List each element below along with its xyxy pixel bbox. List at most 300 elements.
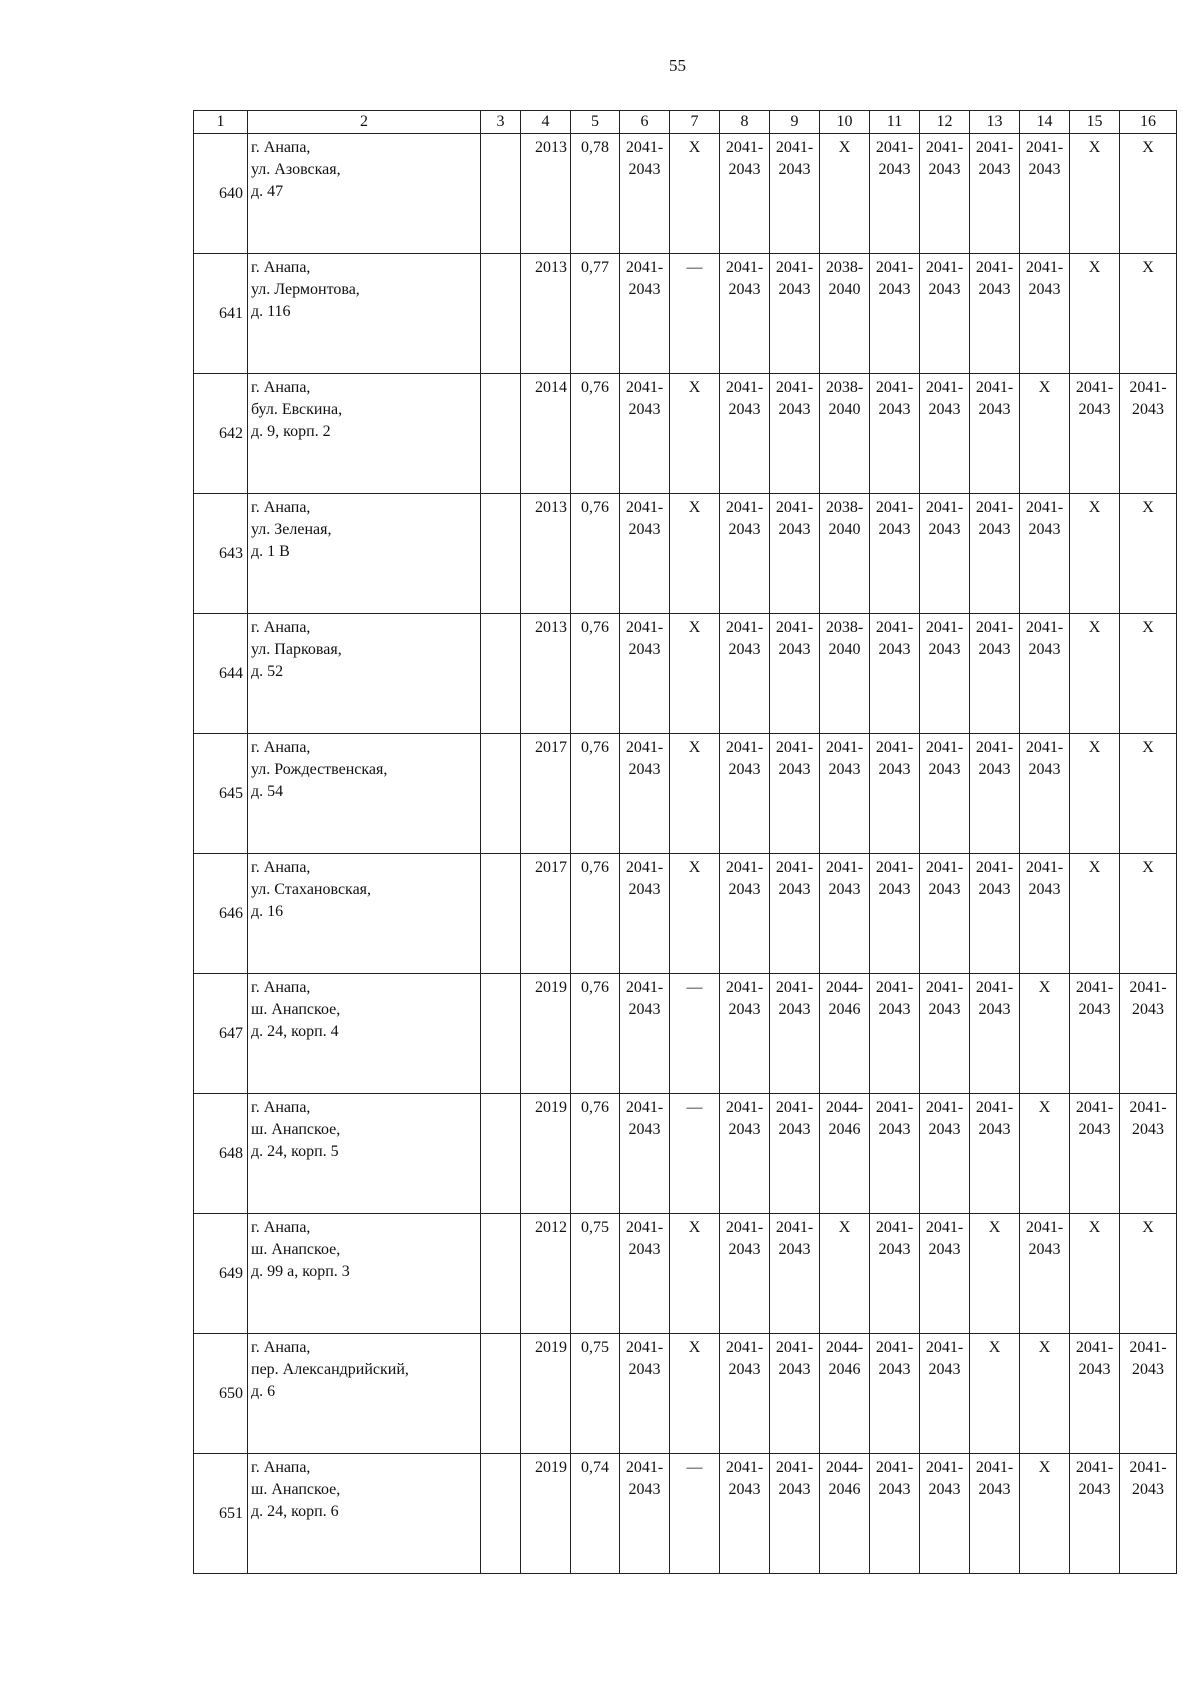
address-cell — [248, 1334, 481, 1454]
period-cell — [820, 134, 870, 254]
period-cell — [1020, 974, 1070, 1094]
col3-cell — [481, 974, 521, 1094]
row-number: 643 — [194, 494, 248, 614]
period-cell — [820, 854, 870, 974]
row-number: 640 — [194, 134, 248, 254]
period-value: Х — [688, 619, 701, 636]
period-value: 2041- 2043 — [925, 1459, 964, 1498]
period-cell — [720, 1214, 770, 1334]
year-cell: 2019 — [521, 1094, 571, 1214]
period-value: 2041- 2043 — [775, 1459, 814, 1498]
period-value: 2041- 2043 — [1075, 1459, 1114, 1498]
period-cell — [1070, 254, 1120, 374]
period-cell — [870, 854, 920, 974]
period-cell — [820, 1334, 870, 1454]
table-row — [194, 1454, 1177, 1574]
period-cell — [820, 1214, 870, 1334]
address-line: ул. Лермонтова, — [251, 281, 360, 298]
period-cell — [870, 1214, 920, 1334]
period-value: Х — [1038, 979, 1051, 996]
column-header: 10 — [820, 111, 870, 134]
coefficient-cell: 0,75 — [571, 1214, 620, 1334]
year-cell: 2019 — [521, 974, 571, 1094]
period-value: Х — [688, 379, 701, 396]
period-value: 2041- 2043 — [775, 379, 814, 418]
period-value: Х — [838, 1219, 851, 1236]
period-value: 2041- 2043 — [725, 139, 764, 178]
address-line: д. 16 — [251, 903, 284, 920]
year-cell: 2019 — [521, 1454, 571, 1574]
period-value: Х — [1142, 139, 1154, 156]
address-line: ш. Анапское, — [251, 1241, 341, 1258]
coefficient-cell: 0,76 — [571, 734, 620, 854]
address-line: г. Анапа, — [251, 979, 311, 996]
address-line: д. 1 В — [251, 543, 290, 560]
period-value: 2041- 2043 — [775, 499, 814, 538]
period-value: 2041- 2043 — [625, 979, 664, 1018]
period-cell — [720, 854, 770, 974]
period-cell — [970, 974, 1020, 1094]
period-value: 2041- 2043 — [875, 139, 914, 178]
period-cell — [670, 1094, 720, 1214]
period-value: 2041- 2043 — [875, 1339, 914, 1378]
period-cell — [720, 734, 770, 854]
period-cell — [1070, 614, 1120, 734]
period-cell — [970, 1334, 1020, 1454]
year-cell: 2013 — [521, 254, 571, 374]
period-value: 2041- 2043 — [775, 979, 814, 1018]
period-cell — [720, 134, 770, 254]
period-value: 2041- 2043 — [975, 1099, 1014, 1138]
period-cell — [1020, 1094, 1070, 1214]
period-value: Х — [838, 139, 851, 156]
period-value: 2041- 2043 — [925, 139, 964, 178]
column-header: 3 — [481, 111, 521, 134]
period-cell — [620, 1214, 670, 1334]
period-cell — [770, 614, 820, 734]
address-cell — [248, 614, 481, 734]
period-value: 2038- 2040 — [825, 379, 864, 418]
table-row — [194, 1334, 1177, 1454]
period-value: — — [686, 259, 703, 276]
period-value: 2041- 2043 — [625, 1339, 664, 1378]
period-value: 2044- 2046 — [825, 979, 864, 1018]
period-cell — [920, 1214, 970, 1334]
period-cell — [1120, 1334, 1177, 1454]
period-cell — [1020, 1334, 1070, 1454]
coefficient-cell: 0,76 — [571, 614, 620, 734]
period-cell — [970, 254, 1020, 374]
period-cell — [620, 1094, 670, 1214]
period-value: 2041- 2043 — [725, 499, 764, 538]
period-cell — [770, 1334, 820, 1454]
period-cell — [870, 134, 920, 254]
period-cell — [1070, 1334, 1120, 1454]
period-cell — [1120, 1454, 1177, 1574]
address-line: ул. Зеленая, — [251, 521, 332, 538]
period-cell — [620, 134, 670, 254]
period-cell — [1120, 494, 1177, 614]
column-header: 12 — [920, 111, 970, 134]
period-cell — [620, 734, 670, 854]
period-value: 2041- 2043 — [725, 1099, 764, 1138]
period-cell — [970, 1454, 1020, 1574]
address-cell — [248, 854, 481, 974]
period-value: 2038- 2040 — [825, 499, 864, 538]
period-cell — [620, 494, 670, 614]
period-cell — [770, 134, 820, 254]
period-value: Х — [688, 1339, 701, 1356]
period-cell — [920, 374, 970, 494]
period-cell — [970, 734, 1020, 854]
period-value: 2041- 2043 — [1075, 1339, 1114, 1378]
period-value: 2041- 2043 — [875, 499, 914, 538]
period-value: — — [686, 979, 703, 996]
period-value: 2041- 2043 — [725, 379, 764, 418]
period-cell — [770, 1214, 820, 1334]
period-cell — [970, 1214, 1020, 1334]
period-value: 2041- 2043 — [725, 979, 764, 1018]
period-value: 2041- 2043 — [775, 1099, 814, 1138]
period-cell — [770, 734, 820, 854]
period-value: 2041- 2043 — [925, 619, 964, 658]
period-value: — — [686, 1459, 703, 1476]
period-value: Х — [1038, 1099, 1051, 1116]
column-header: 1 — [194, 111, 248, 134]
period-cell — [820, 974, 870, 1094]
year-cell: 2013 — [521, 134, 571, 254]
period-value: Х — [1088, 259, 1101, 276]
year-cell: 2013 — [521, 494, 571, 614]
period-cell — [770, 254, 820, 374]
period-cell — [920, 1454, 970, 1574]
period-value: 2041- 2043 — [925, 1219, 964, 1258]
period-cell — [970, 1094, 1020, 1214]
col3-cell — [481, 254, 521, 374]
table-row — [194, 254, 1177, 374]
period-cell — [870, 1094, 920, 1214]
row-number: 650 — [194, 1334, 248, 1454]
col3-cell — [481, 494, 521, 614]
period-value: Х — [1088, 619, 1101, 636]
period-value: Х — [1038, 1339, 1051, 1356]
period-cell — [820, 614, 870, 734]
period-cell — [720, 494, 770, 614]
period-cell — [720, 1094, 770, 1214]
period-value: 2041- 2043 — [925, 859, 964, 898]
period-value: 2041- 2043 — [1025, 499, 1064, 538]
period-cell — [1020, 494, 1070, 614]
period-value: 2041- 2043 — [1075, 979, 1114, 1018]
period-value: 2041- 2043 — [975, 1459, 1014, 1498]
period-value: 2044- 2046 — [825, 1099, 864, 1138]
period-value: 2041- 2043 — [725, 259, 764, 298]
period-cell — [770, 974, 820, 1094]
period-cell — [1070, 1094, 1120, 1214]
address-line: д. 9, корп. 2 — [251, 423, 331, 440]
coefficient-cell: 0,74 — [571, 1454, 620, 1574]
period-cell — [820, 1454, 870, 1574]
period-value: 2041- 2043 — [1129, 1099, 1167, 1138]
column-header: 13 — [970, 111, 1020, 134]
period-value: Х — [1038, 379, 1051, 396]
period-cell — [1120, 614, 1177, 734]
column-header: 5 — [571, 111, 620, 134]
period-value: Х — [688, 139, 701, 156]
table-row — [194, 1214, 1177, 1334]
period-cell — [620, 854, 670, 974]
address-line: д. 99 а, корп. 3 — [251, 1263, 350, 1280]
address-line: ул. Стахановская, — [251, 881, 372, 898]
period-value: — — [686, 1099, 703, 1116]
period-cell — [720, 374, 770, 494]
period-value: 2038- 2040 — [825, 259, 864, 298]
column-header: 6 — [620, 111, 670, 134]
period-value: Х — [688, 739, 701, 756]
address-line: д. 24, корп. 6 — [251, 1503, 339, 1520]
table-row — [194, 734, 1177, 854]
period-cell — [720, 614, 770, 734]
period-cell — [1120, 1214, 1177, 1334]
period-cell — [820, 734, 870, 854]
period-value: 2041- 2043 — [725, 859, 764, 898]
period-cell — [770, 494, 820, 614]
period-value: 2041- 2043 — [975, 499, 1014, 538]
period-cell — [1120, 974, 1177, 1094]
period-value: 2041- 2043 — [725, 619, 764, 658]
period-cell — [1120, 134, 1177, 254]
row-number: 644 — [194, 614, 248, 734]
period-value: Х — [988, 1339, 1001, 1356]
address-cell — [248, 374, 481, 494]
period-cell — [770, 1094, 820, 1214]
period-cell — [820, 374, 870, 494]
period-cell — [870, 1454, 920, 1574]
period-cell — [920, 614, 970, 734]
period-value: 2041- 2043 — [875, 259, 914, 298]
period-cell — [670, 614, 720, 734]
period-value: 2041- 2043 — [775, 619, 814, 658]
period-cell — [1120, 254, 1177, 374]
row-number: 642 — [194, 374, 248, 494]
period-value: 2041- 2043 — [775, 1339, 814, 1378]
column-header-row — [194, 111, 1177, 134]
period-value: 2041- 2043 — [725, 739, 764, 778]
period-cell — [970, 374, 1020, 494]
address-cell — [248, 1454, 481, 1574]
address-line: д. 6 — [251, 1383, 276, 1400]
period-value: 2041- 2043 — [775, 259, 814, 298]
period-value: 2041- 2043 — [875, 979, 914, 1018]
address-line: бул. Евскина, — [251, 401, 343, 418]
coefficient-cell: 0,77 — [571, 254, 620, 374]
period-value: Х — [1142, 499, 1154, 516]
address-cell — [248, 974, 481, 1094]
period-value: 2041- 2043 — [825, 859, 864, 898]
year-cell: 2017 — [521, 854, 571, 974]
period-value: 2041- 2043 — [625, 859, 664, 898]
period-cell — [1070, 1454, 1120, 1574]
period-cell — [670, 1334, 720, 1454]
period-cell — [670, 854, 720, 974]
table-row — [194, 974, 1177, 1094]
address-cell — [248, 494, 481, 614]
column-header: 15 — [1070, 111, 1120, 134]
year-cell: 2013 — [521, 614, 571, 734]
period-value: Х — [1142, 859, 1154, 876]
column-header: 9 — [770, 111, 820, 134]
period-cell — [820, 254, 870, 374]
period-value: 2041- 2043 — [725, 1459, 764, 1498]
period-cell — [870, 254, 920, 374]
period-cell — [1120, 734, 1177, 854]
period-value: 2041- 2043 — [1075, 379, 1114, 418]
address-line: г. Анапа, — [251, 259, 311, 276]
col3-cell — [481, 374, 521, 494]
period-cell — [1020, 734, 1070, 854]
period-cell — [720, 974, 770, 1094]
period-value: 2041- 2043 — [975, 139, 1014, 178]
period-cell — [920, 854, 970, 974]
period-value: 2041- 2043 — [975, 979, 1014, 1018]
period-cell — [920, 974, 970, 1094]
period-value: 2041- 2043 — [725, 1219, 764, 1258]
address-line: ул. Азовская, — [251, 161, 341, 178]
period-cell — [670, 494, 720, 614]
period-cell — [1070, 974, 1120, 1094]
row-number: 645 — [194, 734, 248, 854]
col3-cell — [481, 1094, 521, 1214]
period-cell — [970, 134, 1020, 254]
coefficient-cell: 0,76 — [571, 374, 620, 494]
period-cell — [1020, 134, 1070, 254]
period-value: 2041- 2043 — [875, 1459, 914, 1498]
address-line: ш. Анапское, — [251, 1001, 341, 1018]
year-cell: 2017 — [521, 734, 571, 854]
address-line: г. Анапа, — [251, 859, 311, 876]
address-cell — [248, 134, 481, 254]
year-cell: 2012 — [521, 1214, 571, 1334]
address-line: г. Анапа, — [251, 499, 311, 516]
period-value: 2041- 2043 — [925, 739, 964, 778]
address-line: д. 24, корп. 4 — [251, 1023, 339, 1040]
table-row — [194, 374, 1177, 494]
address-line: г. Анапа, — [251, 1339, 311, 1356]
period-cell — [1020, 854, 1070, 974]
page-number: 55 — [669, 56, 686, 75]
period-value: Х — [1038, 1459, 1051, 1476]
period-value: 2041- 2043 — [925, 499, 964, 538]
period-value: Х — [1142, 259, 1154, 276]
period-value: Х — [1088, 1219, 1101, 1236]
period-cell — [1070, 854, 1120, 974]
period-value: 2044- 2046 — [825, 1459, 864, 1498]
period-cell — [870, 974, 920, 1094]
period-value: 2041- 2043 — [875, 1099, 914, 1138]
year-cell: 2014 — [521, 374, 571, 494]
address-cell — [248, 254, 481, 374]
period-cell — [1020, 374, 1070, 494]
row-number: 648 — [194, 1094, 248, 1214]
period-value: 2041- 2043 — [625, 259, 664, 298]
row-number: 641 — [194, 254, 248, 374]
table-row — [194, 854, 1177, 974]
address-line: д. 54 — [251, 783, 284, 800]
address-line: г. Анапа, — [251, 739, 311, 756]
period-value: 2041- 2043 — [875, 859, 914, 898]
coefficient-cell: 0,76 — [571, 974, 620, 1094]
period-value: 2041- 2043 — [1129, 1459, 1167, 1498]
period-cell — [620, 374, 670, 494]
period-value: 2041- 2043 — [625, 619, 664, 658]
address-line: ул. Рождественская, — [251, 761, 388, 778]
period-cell — [670, 1454, 720, 1574]
period-cell — [1120, 1094, 1177, 1214]
address-line: г. Анапа, — [251, 619, 311, 636]
period-value: 2041- 2043 — [775, 1219, 814, 1258]
period-cell — [820, 1094, 870, 1214]
period-value: 2041- 2043 — [975, 259, 1014, 298]
period-cell — [870, 734, 920, 854]
period-value: Х — [1088, 739, 1101, 756]
period-value: 2041- 2043 — [925, 1099, 964, 1138]
period-cell — [870, 494, 920, 614]
period-cell — [720, 1334, 770, 1454]
address-line: д. 47 — [251, 183, 284, 200]
period-value: 2041- 2043 — [875, 379, 914, 418]
col3-cell — [481, 134, 521, 254]
period-cell — [1070, 494, 1120, 614]
period-cell — [670, 1214, 720, 1334]
period-value: 2041- 2043 — [1129, 1339, 1167, 1378]
period-value: 2038- 2040 — [825, 619, 864, 658]
col3-cell — [481, 1214, 521, 1334]
period-value: 2041- 2043 — [1129, 379, 1167, 418]
period-value: 2041- 2043 — [625, 1459, 664, 1498]
address-cell — [248, 1094, 481, 1214]
period-cell — [770, 1454, 820, 1574]
address-line: д. 24, корп. 5 — [251, 1143, 339, 1160]
period-cell — [970, 494, 1020, 614]
address-cell — [248, 734, 481, 854]
col3-cell — [481, 1334, 521, 1454]
period-value: 2041- 2043 — [1025, 139, 1064, 178]
table-row — [194, 1094, 1177, 1214]
period-value: 2041- 2043 — [875, 1219, 914, 1258]
period-value: 2041- 2043 — [925, 259, 964, 298]
period-value: 2041- 2043 — [1025, 619, 1064, 658]
period-value: Х — [1088, 859, 1101, 876]
period-value: 2041- 2043 — [625, 739, 664, 778]
row-number: 647 — [194, 974, 248, 1094]
col3-cell — [481, 614, 521, 734]
address-line: ул. Парковая, — [251, 641, 342, 658]
period-value: Х — [1088, 499, 1101, 516]
period-cell — [920, 1334, 970, 1454]
address-line: г. Анапа, — [251, 139, 311, 156]
period-value: 2041- 2043 — [825, 739, 864, 778]
period-cell — [620, 1454, 670, 1574]
column-header: 7 — [670, 111, 720, 134]
col3-cell — [481, 854, 521, 974]
period-cell — [1020, 1454, 1070, 1574]
row-number: 646 — [194, 854, 248, 974]
period-cell — [1070, 1214, 1120, 1334]
period-cell — [920, 734, 970, 854]
address-line: г. Анапа, — [251, 1459, 311, 1476]
period-value: 2041- 2043 — [875, 739, 914, 778]
period-value: 2041- 2043 — [1025, 1219, 1064, 1258]
